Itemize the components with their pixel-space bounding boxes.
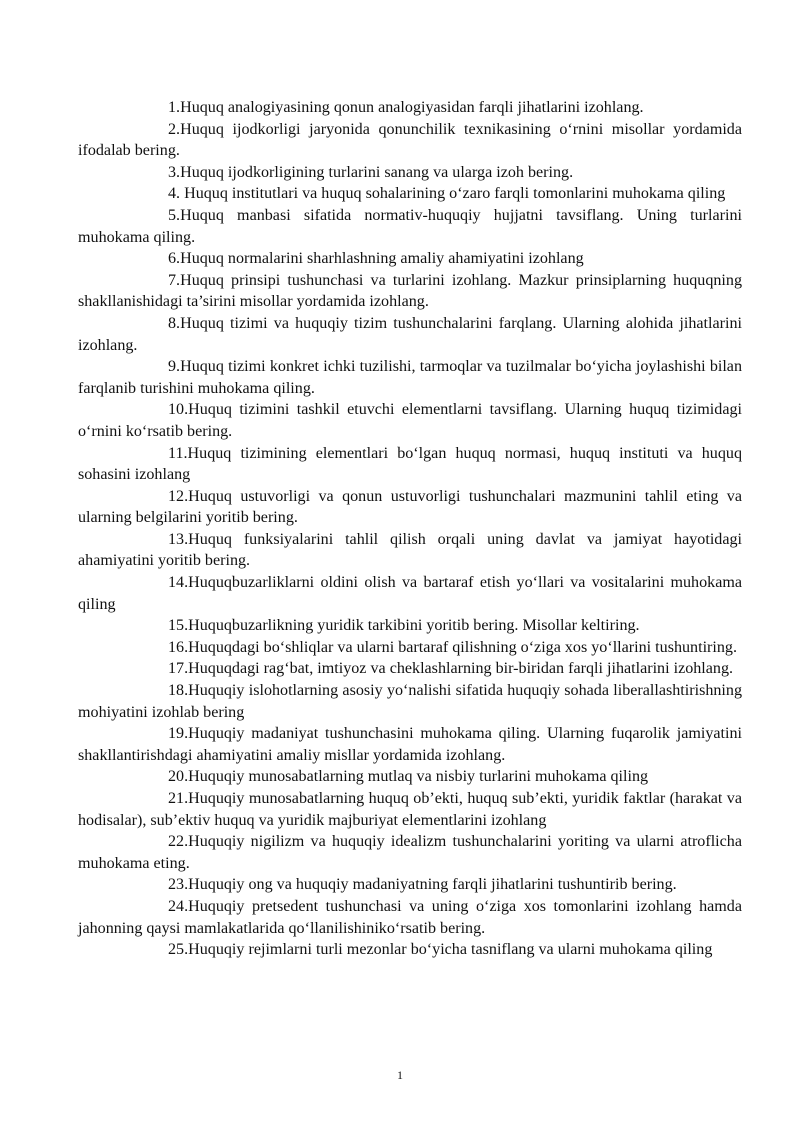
page-number: 1	[397, 1068, 403, 1082]
list-item	[78, 313, 742, 356]
item-text: Huquqiy munosabatlarning huquq ob’ekti, huquq sub’ekti, yuridik faktlar (harakat va hodisalar), sub’ektiv huquq va yuridik majburiyat elementlarini izohlang	[78, 790, 742, 829]
item-text: Huquq tizimini tashkil etuvchi elementlarni tavsiflang. Ularning huquq tizimidagi o‘rnini ko‘rsatib bering.	[78, 401, 742, 440]
list-item	[78, 788, 742, 831]
list-item	[78, 896, 742, 939]
list-item	[78, 399, 742, 442]
item-text: Huquqiy nigilizm va huquqiy idealizm tushunchalarini yoriting va ularni atroflicha muhokama eting.	[78, 833, 742, 872]
item-number: 9.	[168, 358, 181, 376]
item-number: 21.	[168, 790, 189, 807]
item-number: 8.	[168, 314, 181, 332]
list-item	[78, 486, 742, 529]
item-text: Huquq institutlari va huquq sohalarining o‘zaro farqli tomonlarini muhokama qiling	[184, 185, 726, 203]
list-item	[78, 248, 742, 270]
list-item	[78, 205, 742, 248]
item-text: Huquq prinsipi tushunchasi va turlarini izohlang. Mazkur prinsiplarning huquqning shakllanishidagi ta’sirini misollar yordamida izohlang.	[78, 271, 742, 311]
item-number: 18.	[168, 682, 189, 700]
item-number: 24.	[168, 897, 189, 915]
item-number: 4.	[168, 185, 181, 203]
item-text: Huquq ustuvorligi va qonun ustuvorligi tushunchalari mazmunini tahlil eting va ularning belgilarini yoritib bering.	[78, 487, 742, 527]
item-number: 5.	[168, 206, 181, 224]
item-text: Huquq tizimi konkret ichki tuzilishi, tarmoqlar va tuzilmalar bo‘yicha joylashishi bilan farqlanib turishini muhokama qiling.	[78, 358, 742, 397]
item-text: Huquqdagi bo‘shliqlar va ularni bartaraf qilishning o‘ziga xos yo‘llarini tushuntiring.	[188, 638, 737, 656]
list-item	[78, 831, 742, 874]
list-item	[78, 658, 742, 680]
item-text: Huquqiy rejimlarni turli mezonlar bo‘yicha tasniflang va ularni muhokama qiling	[188, 941, 713, 959]
item-number: 3.	[168, 163, 181, 181]
item-text: Huquq tizimining elementlari bo‘lgan huquq normasi, huquq instituti va huquq sohasini izohlang	[78, 444, 742, 484]
item-number: 23.	[168, 876, 189, 894]
item-text: Huquqbuzarliklarni oldini olish va bartaraf etish yo‘llari va vositalarini muhokama qiling	[78, 574, 742, 613]
item-text: Huquqbuzarlikning yuridik tarkibini yoritib bering. Misollar keltiring.	[188, 617, 640, 635]
item-number: 15.	[168, 617, 189, 635]
item-text: Huquqiy munosabatlarning mutlaq va nisbiy turlarini muhokama qiling	[188, 768, 649, 786]
item-number: 10.	[168, 401, 189, 419]
list-item	[78, 680, 742, 723]
list-item	[78, 162, 742, 184]
list-item	[78, 766, 742, 788]
list-item	[78, 874, 742, 896]
item-number: 25.	[168, 941, 189, 959]
item-number: 19.	[168, 725, 189, 743]
item-number: 14.	[168, 574, 189, 592]
item-number: 20.	[168, 768, 189, 786]
question-list	[78, 97, 742, 961]
list-item	[78, 119, 742, 162]
item-number: 2.	[168, 120, 181, 138]
item-number: 17.	[168, 660, 189, 678]
item-text: Huquqdagi rag‘bat, imtiyoz va cheklashlarning bir-biridan farqli jihatlarini izohlang.	[188, 660, 734, 678]
list-item	[78, 270, 742, 313]
item-text: Huquq ijodkorligi jaryonida qonunchilik texnikasining o‘rnini misollar yordamida ifodalab bering.	[78, 120, 742, 160]
item-number: 1.	[168, 99, 181, 116]
item-number: 12.	[168, 487, 189, 505]
item-text: Huquq normalarini sharhlashning amaliy ahamiyatini izohlang	[180, 250, 584, 268]
list-item	[78, 183, 742, 205]
item-text: Huquq funksiyalarini tahlil qilish orqali uning davlat va jamiyat hayotidagi ahamiyatini yoritib bering.	[78, 530, 742, 570]
item-number: 16.	[168, 638, 189, 656]
list-item	[78, 939, 742, 961]
item-text: Huquq manbasi sifatida normativ-huquqiy hujjatni tavsiflang. Uning turlarini muhokama qiling.	[78, 206, 742, 246]
list-item	[78, 723, 742, 766]
item-text: Huquq analogiyasining qonun analogiyasidan farqli jihatlarini izohlang.	[180, 99, 644, 116]
item-text: Huquq ijodkorligining turlarini sanang va ularga izoh bering.	[180, 163, 574, 181]
list-item	[78, 97, 742, 119]
list-item	[78, 572, 742, 615]
item-text: Huquqiy ong va huquqiy madaniyatning farqli jihatlarini tushuntirib bering.	[188, 876, 677, 894]
list-item	[78, 356, 742, 399]
item-text: Huquqiy pretsedent tushunchasi va uning o‘ziga xos tomonlarini izohlang hamda jahonning qaysi mamlakatlarida qo‘llanilishiniko‘rsatib bering.	[78, 897, 742, 937]
item-number: 22.	[168, 833, 189, 851]
list-item	[78, 529, 742, 572]
item-text: Huquq tizimi va huquqiy tizim tushunchalarini farqlang. Ularning alohida jihatlarini izohlang.	[78, 314, 742, 354]
item-number: 6.	[168, 250, 181, 268]
list-item	[78, 637, 742, 659]
item-number: 7.	[168, 271, 181, 289]
item-text: Huquqiy madaniyat tushunchasini muhokama qiling. Ularning fuqarolik jamiyatini shakllantirishdagi ahamiyatini amaliy misllar yordamida izohlang.	[78, 725, 742, 764]
list-item	[78, 615, 742, 637]
item-number: 11.	[168, 444, 188, 462]
list-item	[78, 443, 742, 486]
item-text: Huquqiy islohotlarning asosiy yo‘nalishi sifatida huquqiy sohada liberallashtirishning mohiyatini izohlab bering	[78, 682, 742, 721]
item-number: 13.	[168, 530, 189, 548]
